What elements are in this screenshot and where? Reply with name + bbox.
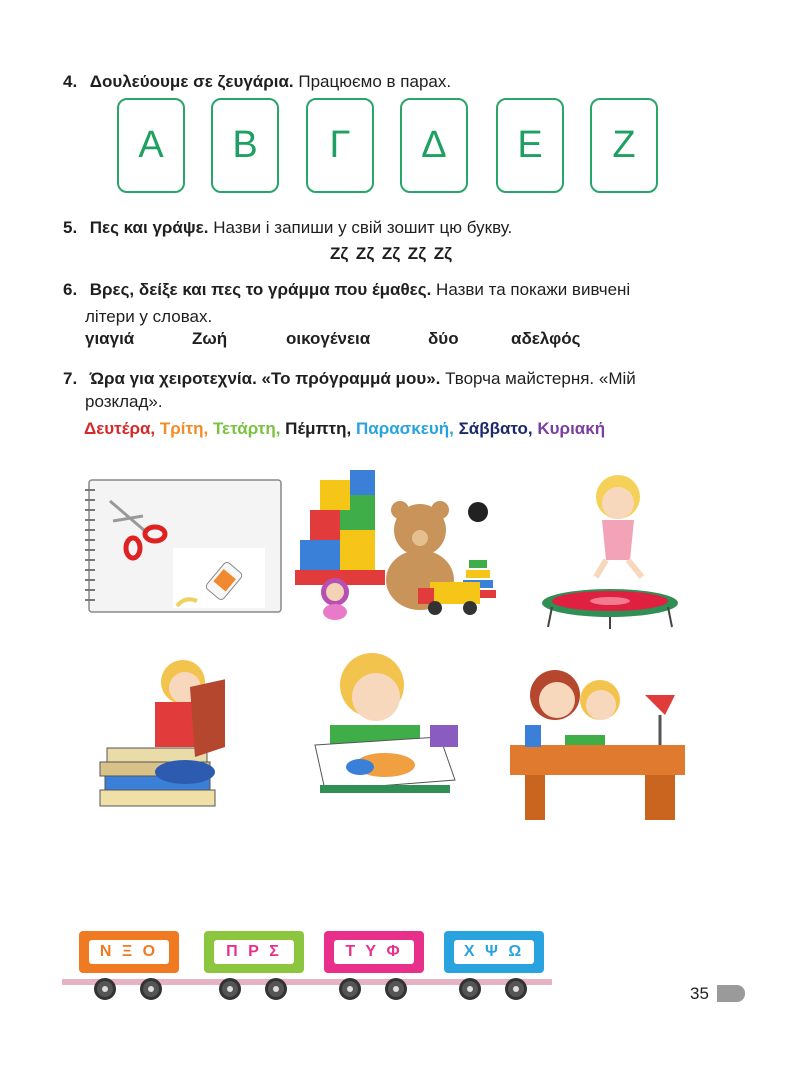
wagon-letters: Τ Υ Φ [334,940,414,964]
word: αδελφός [511,329,581,348]
day-thursday: Πέμπτη, [285,419,352,438]
letter-card[interactable]: Β [211,98,279,193]
crafts-notebook-illustration [85,476,285,616]
day-tuesday: Τρίτη, [159,419,209,438]
wheel-icon [339,978,361,1000]
letter-card[interactable]: Ε [496,98,564,193]
wheel-icon [385,978,407,1000]
wheel-icon [94,978,116,1000]
word: οικογένεια [286,329,371,348]
exercise-instruction-ukrainian: Назви та покажи вивчені [431,280,631,299]
exercise-instruction-ukrainian: Назви і запиши у свій зошит цю букву. [208,218,513,237]
exercise-instruction-continued: літери у словах. [85,307,213,326]
exercise-4 [63,70,451,94]
wheel-icon [219,978,241,1000]
exercise-7 [63,367,636,391]
word: Ζωή [192,329,228,348]
day-friday: Παρασκευή, [355,419,454,438]
children-at-desk-illustration [505,655,695,830]
doll-icon [321,578,349,620]
exercise-number: 5. [63,218,78,237]
letter-card[interactable]: Ζ [590,98,658,193]
letter-practice-row: Ζζ Ζζ Ζζ Ζζ Ζζ [330,244,452,263]
building-blocks-icon [295,470,385,585]
page-tab-marker [717,985,745,1002]
trampoline-girl-illustration [538,465,683,630]
painting-boy-illustration [290,645,460,800]
page-number: 35 [690,984,709,1003]
exercise-title-greek: Δουλεύουμε σε ζευγάρια. [89,72,294,91]
word: γιαγιά [85,329,135,348]
wagon-letters: Π Ρ Σ [214,940,294,964]
exercise-number: 7. [63,369,78,388]
wheel-icon [265,978,287,1000]
day-monday: Δευτέρα, [84,419,156,438]
exercise-title-greek: Βρες, δείξε και πες το γράμμα που έμαθες. [89,280,432,299]
day-sunday: Κυριακή [537,419,606,438]
wheel-icon [140,978,162,1000]
reading-boy-illustration [95,652,225,812]
exercise-number: 6. [63,280,78,299]
wheel-icon [505,978,527,1000]
day-saturday: Σάββατο, [458,419,533,438]
exercise-5 [63,216,512,240]
day-wednesday: Τετάρτη, [212,419,281,438]
toys-illustration [290,470,500,620]
word: δύο [428,329,459,348]
letter-card[interactable]: Α [117,98,185,193]
weekdays-row [84,419,605,439]
exercise-6 [63,278,630,302]
exercise-instruction-continued: розклад». [85,392,163,411]
wagon-letters: Χ Ψ Ω [454,940,534,964]
exercise-instruction-ukrainian: Творча майстерня. «Мій [440,369,636,388]
wagon-letters: Ν Ξ Ο [89,940,169,964]
letter-card[interactable]: Γ [306,98,374,193]
exercise-number: 4. [63,72,78,91]
exercise-title-greek: Ώρα για χειροτεχνία. «Το πρόγραμμά μου». [89,369,441,388]
exercise-title-greek: Πες και γράψε. [89,218,209,237]
wheel-icon [459,978,481,1000]
exercise-instruction-ukrainian: Працюємо в парах. [293,72,452,91]
letter-card[interactable]: Δ [400,98,468,193]
